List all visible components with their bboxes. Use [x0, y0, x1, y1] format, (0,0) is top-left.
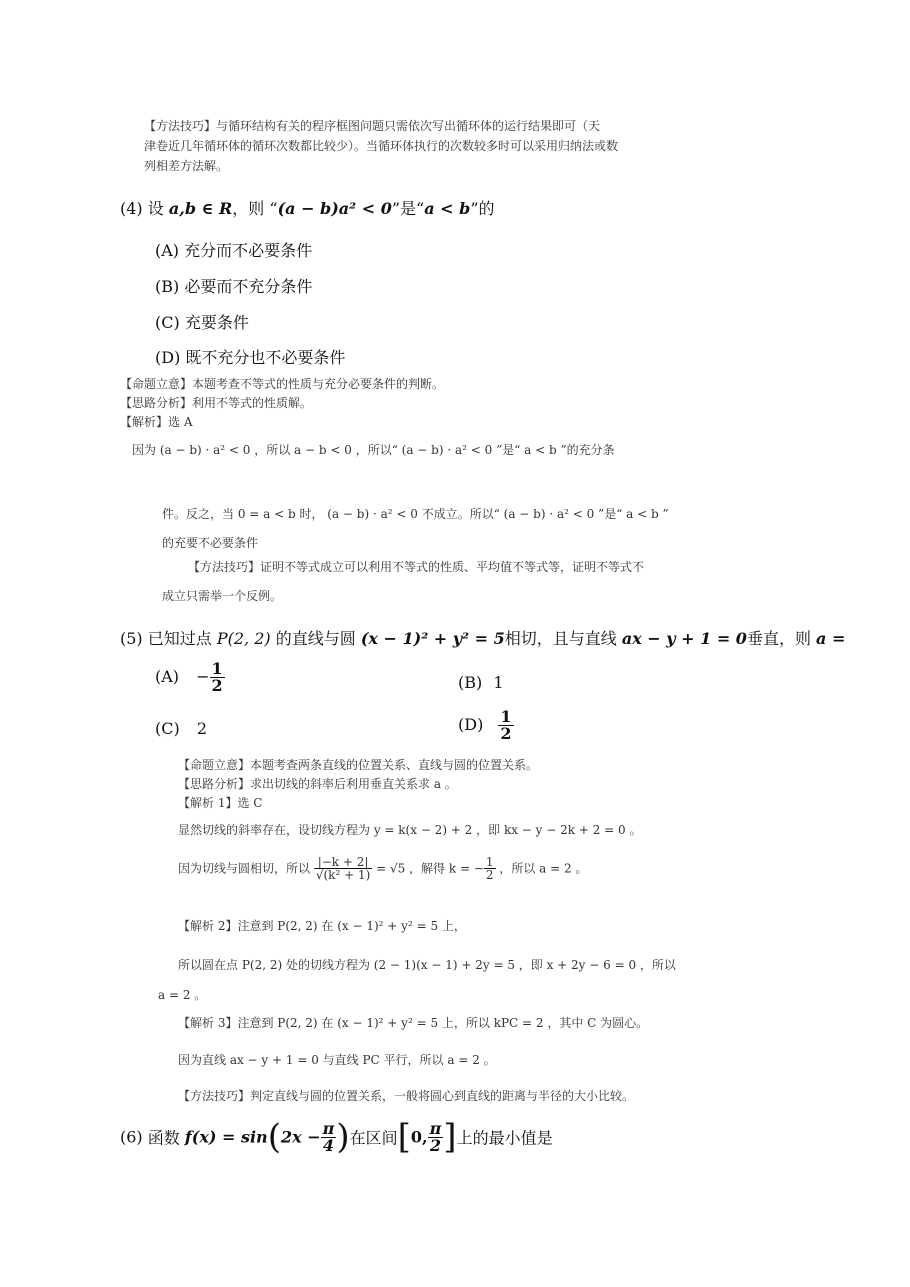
- q5-stem-part-2: 的直线与圆: [270, 629, 361, 648]
- q6-interval-denominator: 2: [429, 1135, 441, 1155]
- q4-option-c-text: 充要条件: [184, 313, 249, 332]
- q6-stem: [120, 1117, 553, 1157]
- q5-stem-part-4: 垂直，则: [746, 629, 817, 648]
- q4-stem-post: ”的: [470, 199, 495, 218]
- q5-k-fraction: [484, 856, 496, 881]
- q6-function: f(x) = sin: [184, 1127, 268, 1147]
- q5-method3-line-2: 因为直线 ax − y + 1 = 0 与直线 PC 平行，所以 a = 2 。: [178, 1053, 496, 1067]
- q4-option-b: [155, 274, 312, 297]
- q5-stem: [120, 626, 845, 649]
- q5-method2-line-3: a = 2 。: [158, 988, 207, 1002]
- q4-stem-pre: 设: [147, 199, 164, 218]
- q5-option-a-denominator: 2: [211, 676, 223, 695]
- q4-solution-line-1: 因为 (a − b) · a² < 0 ，所以 a − b < 0 ，所以“ (a − b) · a² < 0 ”是“ a < b ”的充分条: [132, 443, 615, 457]
- q5-method1-line-2-pre: 因为切线与圆相切，所以: [178, 861, 311, 876]
- q4-condition-2: a < b: [424, 199, 471, 218]
- q4-answer: 【解析】选 A: [120, 415, 193, 429]
- q5-option-a-fraction: [210, 661, 225, 694]
- q4-option-a-label: (A): [155, 241, 180, 260]
- q4-option-c-label: (C): [155, 313, 180, 332]
- q5-k-denominator: 2: [485, 868, 494, 882]
- q5-intent: 【命题立意】本题考查两条直线的位置关系、直线与圆的位置关系。: [178, 758, 539, 772]
- q5-option-d-numerator: 1: [500, 707, 512, 726]
- q5-point: P(2, 2): [216, 629, 271, 648]
- q5-ask: a =: [816, 629, 846, 648]
- q4-solution-line-2: 件。反之，当 0 = a < b 时， (a − b) · a² < 0 不成立。所以“ (a − b) · a² < 0 ”是“ a < b ”: [162, 507, 669, 521]
- q5-line-equation: ax − y + 1 = 0: [621, 629, 747, 648]
- q5-option-a-numerator: 1: [211, 659, 223, 678]
- q4-option-d: [155, 345, 345, 368]
- q4-analysis: 【思路分析】利用不等式的性质解。: [120, 396, 313, 410]
- q6-stem-part-3: 上的最小值是: [456, 1128, 553, 1148]
- q5-answer: 【解析 1】选 C: [178, 796, 263, 810]
- q6-argument-numerator: π: [322, 1118, 335, 1138]
- q4-tip-line-2: 成立只需举一个反例。: [162, 589, 283, 603]
- q5-analysis: 【思路分析】求出切线的斜率后利用垂直关系求 a 。: [178, 777, 457, 791]
- q6-interval-pre: 0,: [410, 1127, 428, 1147]
- q6-left-paren-icon: (: [267, 1117, 281, 1157]
- q6-stem-part-2: 在区间: [349, 1128, 398, 1148]
- q6-right-bracket-icon: ]: [443, 1117, 457, 1157]
- q4-number: (4): [120, 199, 143, 218]
- q5-number: (5): [120, 629, 143, 648]
- q5-option-c: [155, 719, 207, 738]
- q6-number: (6): [120, 1127, 143, 1147]
- q6-right-paren-icon: ): [336, 1117, 350, 1157]
- q5-method1-line-2: [178, 856, 587, 881]
- q5-option-c-label: (C): [155, 719, 180, 738]
- q4-option-b-text: 必要而不充分条件: [184, 277, 313, 296]
- q5-option-c-text: 2: [196, 719, 208, 738]
- q5-stem-part-1: 已知过点: [147, 629, 217, 648]
- q6-stem-part-1: 函数: [147, 1128, 185, 1148]
- q5-option-d-fraction: [498, 709, 513, 742]
- q4-set-expr: a,b ∈ R: [168, 199, 233, 218]
- q5-option-a-label: (A): [155, 667, 180, 686]
- q4-option-c: [155, 310, 249, 333]
- q6-interval-fraction: [428, 1118, 444, 1155]
- q4-stem-mid1: ，则 “: [232, 199, 278, 218]
- q6-interval-numerator: π: [429, 1118, 442, 1138]
- q6-left-bracket-icon: [: [397, 1117, 411, 1157]
- q5-k-numerator: 1: [485, 855, 494, 869]
- q6-argument-denominator: 4: [322, 1135, 335, 1155]
- q4-option-a: [155, 238, 312, 261]
- q5-method1-line-1: 显然切线的斜率存在，设切线方程为 y = k(x − 2) + 2 ，即 kx − y − 2k + 2 = 0 。: [178, 823, 642, 837]
- q4-intent: 【命题立意】本题考查不等式的性质与充分必要条件的判断。: [120, 377, 445, 391]
- q4-condition: (a − b)a² < 0: [277, 199, 392, 218]
- q5-distance-fraction: [314, 856, 372, 881]
- q5-option-b-label: (B): [458, 673, 483, 692]
- q4-tip-line-1: 【方法技巧】证明不等式成立可以利用不等式的性质、平均值不等式等，证明不等式不: [188, 560, 645, 574]
- q4-stem: [120, 196, 495, 219]
- q5-method2-line-2: 所以圆在点 P(2, 2) 处的切线方程为 (2 − 1)(x − 1) + 2y = 5 ，即 x + 2y − 6 = 0 ，所以: [178, 958, 676, 972]
- q5-method1-line-2-post: ，所以 a = 2 。: [499, 861, 588, 876]
- q4-option-b-label: (B): [155, 277, 180, 296]
- q6-argument-fraction: [321, 1118, 337, 1155]
- intro-tip-line-1: 【方法技巧】与循环结构有关的程序框图问题只需依次写出循环体的运行结果即可（天: [144, 119, 601, 133]
- q5-circle-equation: (x − 1)² + y² = 5: [360, 629, 505, 648]
- q5-option-d: [458, 709, 514, 742]
- q5-distance-numerator: |−k + 2|: [314, 856, 372, 869]
- q4-solution-line-3: 的充要不必要条件: [162, 536, 259, 550]
- q5-distance-denominator: √(k² + 1): [315, 868, 371, 882]
- q5-option-b-text: 1: [493, 673, 504, 692]
- q5-method2-line-1: 【解析 2】注意到 P(2, 2) 在 (x − 1)² + y² = 5 上，: [178, 919, 466, 933]
- q5-option-a-sign: −: [196, 667, 210, 686]
- q5-option-d-denominator: 2: [500, 724, 512, 743]
- q5-tip: 【方法技巧】判定直线与圆的位置关系，一般将圆心到直线的距离与半径的大小比较。: [178, 1089, 635, 1103]
- q4-option-a-text: 充分而不必要条件: [184, 241, 313, 260]
- q6-argument-pre: 2x −: [280, 1127, 321, 1147]
- intro-tip-line-3: 列相差方法解。: [144, 159, 229, 173]
- q5-option-b: [458, 673, 504, 692]
- intro-tip-line-2: 津卷近几年循环体的循环次数都比较少）。当循环体执行的次数较多时可以采用归纳法或数: [144, 139, 619, 153]
- q5-method1-line-2-mid: = √5 ，解得 k = −: [376, 861, 484, 876]
- q5-option-a: [155, 661, 225, 694]
- q5-method3-line-1: 【解析 3】注意到 P(2, 2) 在 (x − 1)² + y² = 5 上，所以 kPC = 2 ，其中 C 为圆心。: [178, 1016, 649, 1030]
- q5-option-d-label: (D): [458, 715, 484, 734]
- q4-stem-mid2: ”是“: [391, 199, 425, 218]
- q4-option-d-label: (D): [155, 348, 181, 367]
- q5-stem-part-3: 相切，且与直线: [504, 629, 622, 648]
- q4-option-d-text: 既不充分也不必要条件: [185, 348, 346, 367]
